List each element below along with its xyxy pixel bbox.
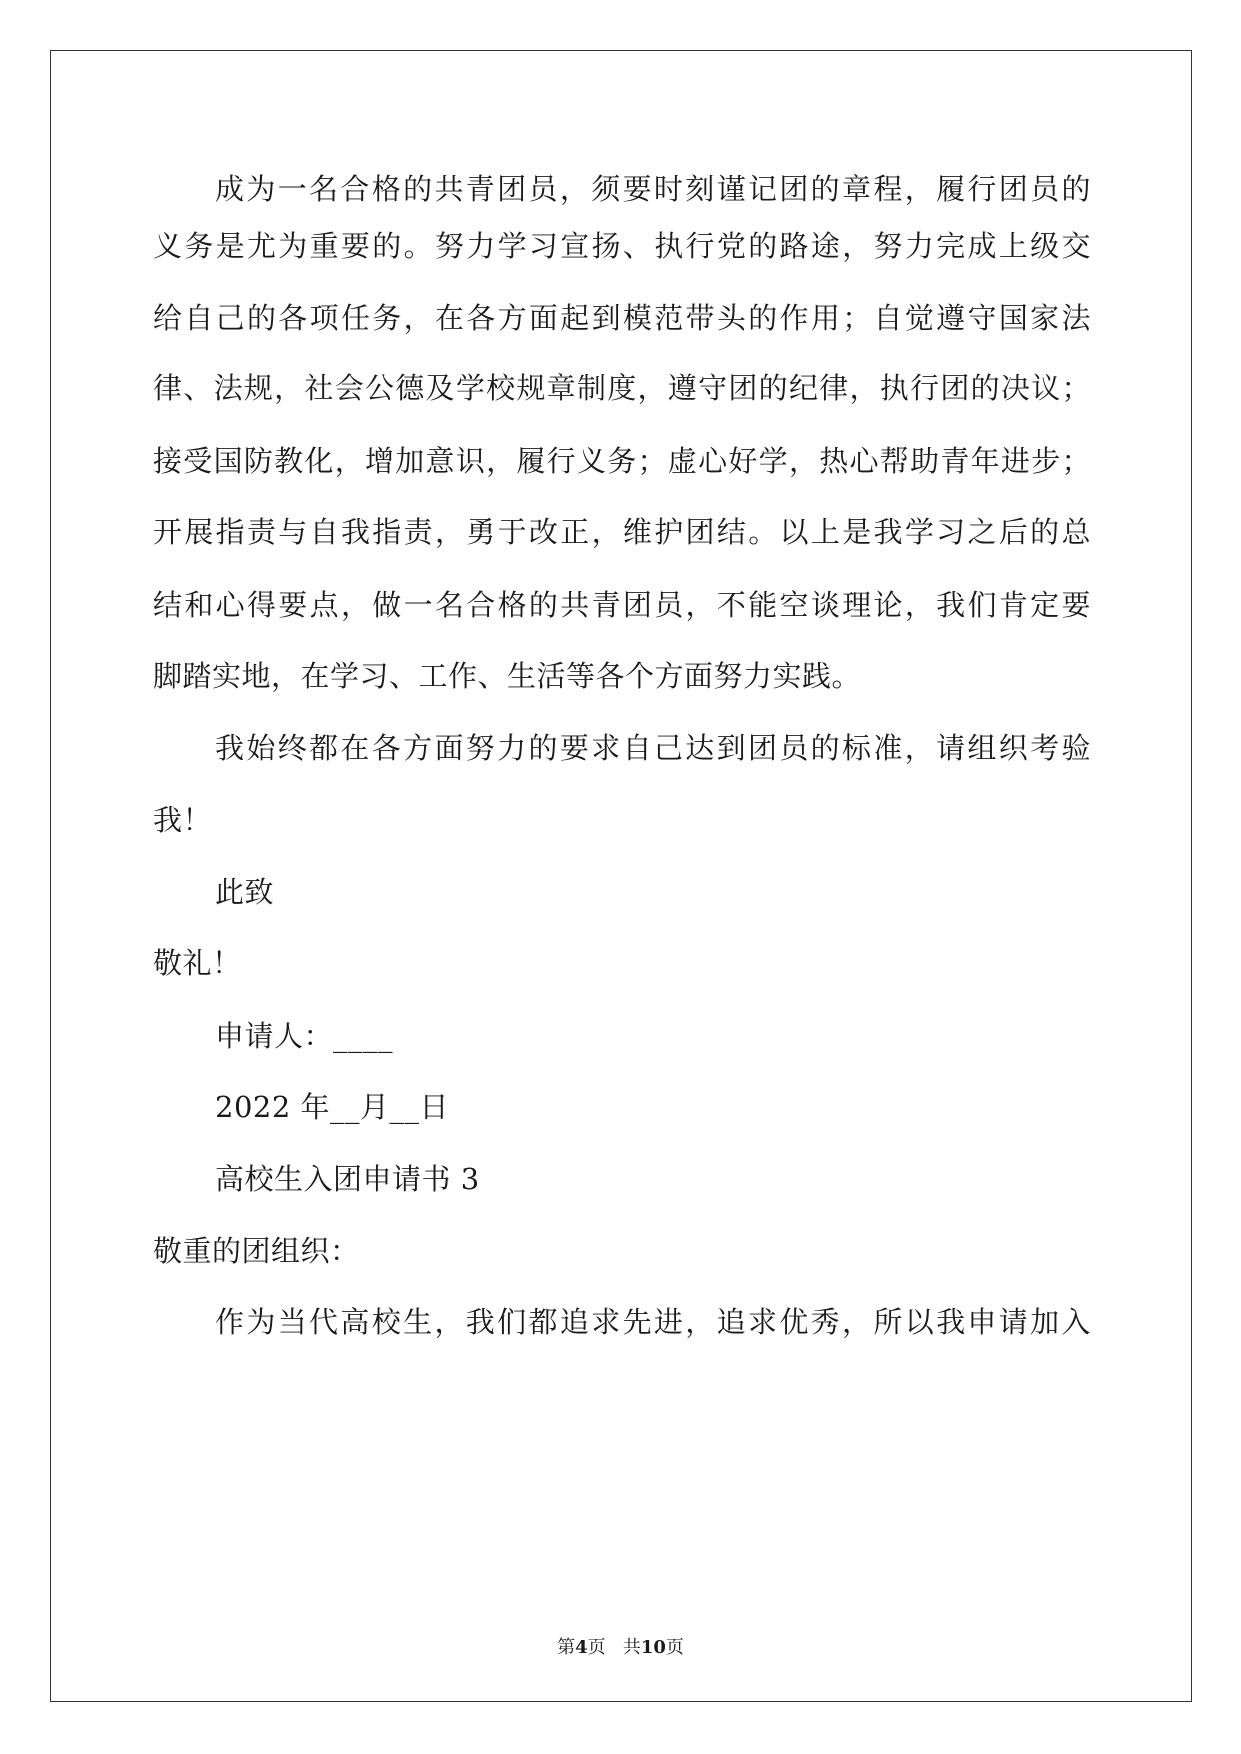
total-suffix: 页	[665, 1637, 684, 1658]
page-footer	[0, 1637, 1241, 1659]
paragraph-line: 作为当代高校生，我们都追求先进，追求优秀，所以我申请加入	[215, 1305, 1091, 1339]
paragraph-line: 开展指责与自我指责，勇于改正，维护团结。以上是我学习之后的总	[153, 515, 1091, 549]
paragraph-line: 成为一名合格的共青团员，须要时刻谨记团的章程，履行团员的	[215, 172, 1091, 206]
page-number: 4	[575, 1637, 588, 1658]
paragraph-line: 律、法规，社会公德及学校规章制度，遵守团的纪律，执行团的决议；	[153, 371, 1091, 405]
paragraph-line: 义务是尤为重要的。努力学习宣扬、执行党的路途，努力完成上级交	[153, 229, 1091, 263]
closing-regards: 敬礼！	[153, 946, 242, 980]
date-line: 2022 年__月__日	[215, 1090, 450, 1124]
greeting-line: 敬重的团组织：	[153, 1234, 360, 1268]
paragraph-line: 我始终都在各方面努力的要求自己达到团员的标准，请组织考验	[215, 731, 1091, 765]
paragraph-line: 脚踏实地，在学习、工作、生活等各个方面努力实践。	[153, 659, 862, 693]
total-prefix: 共	[622, 1637, 641, 1658]
section-title: 高校生入团申请书 3	[215, 1162, 480, 1196]
paragraph-line: 接受国防教化，增加意识，履行义务；虚心好学，热心帮助青年进步；	[153, 444, 1091, 478]
applicant-signature-line: 申请人：____	[215, 1019, 394, 1053]
closing-salutation: 此致	[215, 875, 275, 909]
total-pages: 10	[640, 1637, 666, 1658]
page-suffix: 页	[587, 1637, 606, 1658]
paragraph-line: 我！	[153, 803, 213, 837]
page-prefix: 第	[557, 1637, 576, 1658]
paragraph-line: 给自己的各项任务，在各方面起到模范带头的作用；自觉遵守国家法	[153, 301, 1091, 335]
paragraph-line: 结和心得要点，做一名合格的共青团员，不能空谈理论，我们肯定要	[153, 588, 1091, 622]
